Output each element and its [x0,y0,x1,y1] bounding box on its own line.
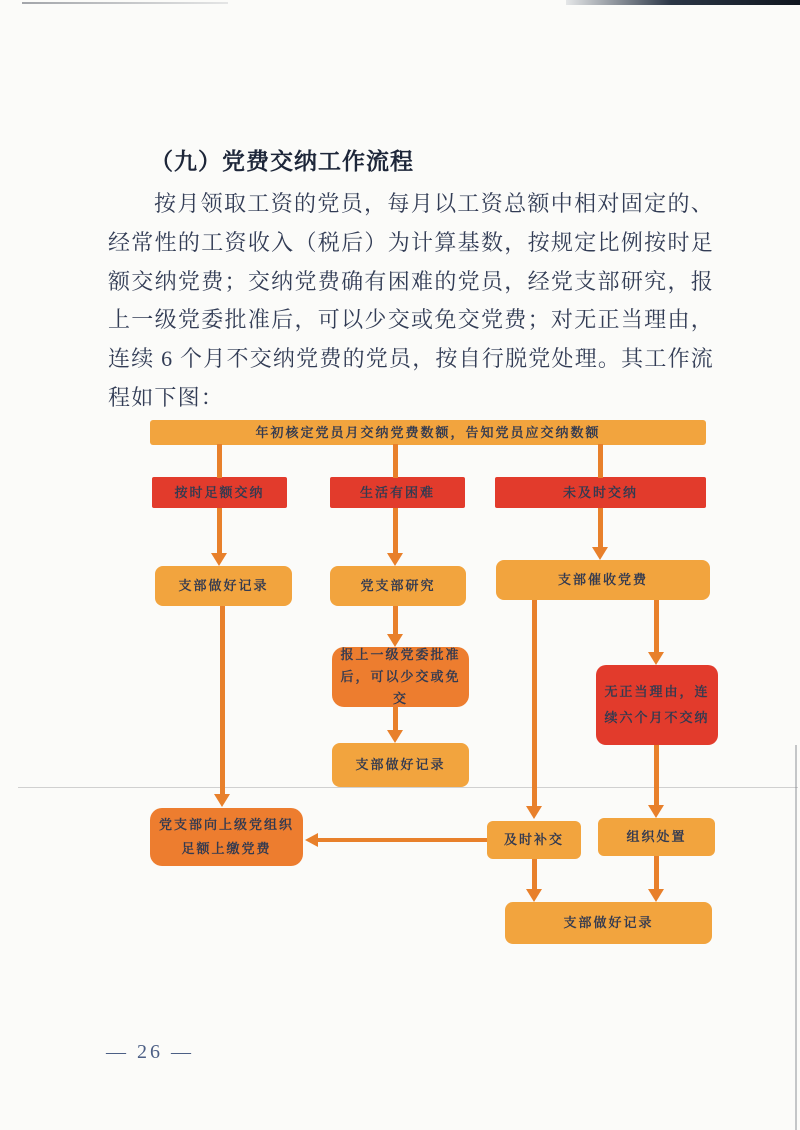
section-heading: （九）党费交纳工作流程 [150,149,414,174]
arrow-makeup-record-line [532,859,537,890]
arrow-urge-makeup-line [532,600,537,807]
arrow-makeup-record-head [526,889,542,902]
connector-assess-hardship [393,444,398,478]
scan-artifact-vertical-line [795,745,797,1130]
flow-node-remit: 党支部向上级党组织足额上缴党费 [150,808,303,866]
arrow-hardship-research-line [393,508,398,553]
arrow-research-approve-head [387,634,403,647]
flow-node-approve: 报上一级党委批准后，可以少交或免交 [332,647,469,707]
page-number: — 26 — [106,1041,194,1063]
flow-node-research: 党支部研究 [330,566,466,606]
arrow-makeup-remit-line [318,838,487,842]
arrow-urge-makeup-head [526,806,542,819]
arrow-research-approve-line [393,606,398,635]
arrow-approve-record-head [387,730,403,743]
body-paragraph: 按月领取工资的党员，每月以工资总额中相对固定的、经常性的工资收入（税后）为计算基数，按规定比例按时足额交纳党费；交纳党费确有困难的党员，经党支部研究，报上一级党委批准后，可以少交或免交党费；对无正当理由，连续 6 个月不交纳党费的党员，按自行脱党处理。其工作流程如下图： [108,191,714,410]
flow-node-disposal: 组织处置 [598,818,715,856]
scan-artifact-top-left [22,2,228,4]
arrow-late-urge-head [592,547,608,560]
flow-node-makeup: 及时补交 [487,821,581,859]
arrow-urge-noreason-line [654,600,659,653]
arrow-disposal-record-head [648,889,664,902]
arrow-record-remit-line [220,606,225,795]
flow-node-late: 未及时交纳 [495,477,706,508]
connector-assess-ontime [217,444,222,478]
flow-node-assess: 年初核定党员月交纳党费数额，告知党员应交纳数额 [150,420,706,445]
flow-node-urge: 支部催收党费 [496,560,710,600]
flow-node-no-reason: 无正当理由，连续六个月不交纳 [596,665,718,745]
arrow-makeup-remit-head [305,833,318,847]
scan-artifact-top-right [566,0,800,5]
arrow-ontime-record-head [211,553,227,566]
arrow-approve-record-line [393,707,398,731]
flow-node-record-mid: 支部做好记录 [332,743,469,787]
scan-artifact-horizontal-line [18,787,798,788]
flow-node-record-bottom: 支部做好记录 [505,902,712,944]
flow-node-record-left: 支部做好记录 [155,566,292,606]
arrow-urge-noreason-head [648,652,664,665]
flow-node-hardship: 生活有困难 [330,477,465,508]
arrow-record-remit-head [214,794,230,807]
arrow-disposal-record-line [654,856,659,890]
arrow-hardship-research-head [387,553,403,566]
connector-assess-late [598,444,603,478]
arrow-noreason-disposal-line [654,745,659,806]
flow-node-ontime: 按时足额交纳 [152,477,287,508]
arrow-noreason-disposal-head [648,805,664,818]
arrow-ontime-record-line [217,508,222,553]
arrow-late-urge-line [598,508,603,547]
